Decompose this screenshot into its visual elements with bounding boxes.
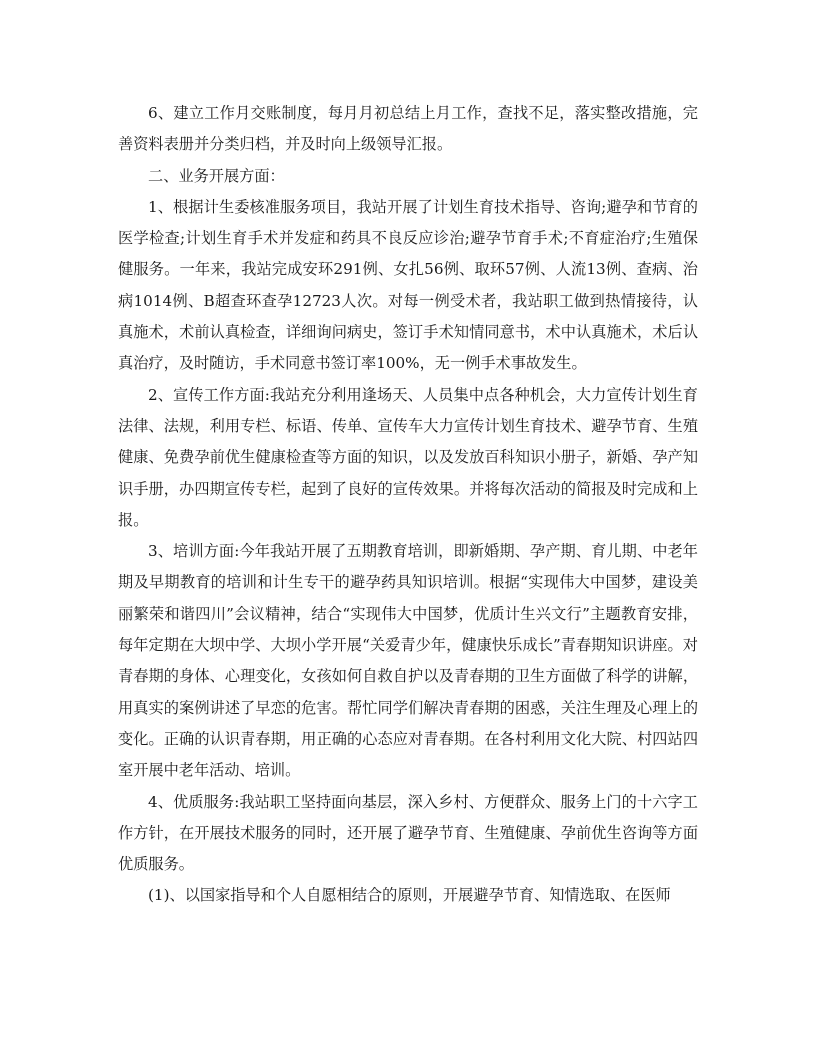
document-body xyxy=(118,98,698,912)
paragraph-publicity: 2、宣传工作方面:我站充分利用逢场天、人员集中点各种机会，大力宣传计划生育法律、法规，利用专栏、标语、传单、宣传车大力宣传计划生育技术、避孕节育、生殖健康、免费孕前优生健康检查等方面的知识，以及发放百科知识小册子，新婚、孕产知识手册，办四期宣传专栏，起到了良好的宣传效果。并将每次活动的简报及时完成和上报。 xyxy=(118,385,698,529)
paragraph-monthly-review: 6、建立工作月交账制度，每月月初总结上月工作，查找不足，落实整改措施，完善资料表册并分类归档，并及时向上级领导汇报。 xyxy=(118,104,698,154)
paragraph-training: 3、培训方面:今年我站开展了五期教育培训，即新婚期、孕产期、育儿期、中老年期及早期教育的培训和计生专干的避孕药具知识培训。根据“实现伟大中国梦，建设美丽繁荣和谐四川”会议精神，结合“实现伟大中国梦，优质计生兴文行”主题教育安排，每年定期在大坝中学、大坝小学开展“关爱青少年，健康快乐成长”青春期知识讲座。对青春期的身体、心理变化，女孩如何自救自护以及青春期的卫生方面做了科学的讲解，用真实的案例讲述了早恋的危害。帮忙同学们解决青春期的困惑，关注生理及心理上的变化。正确的认识青春期，用正确的心态应对青春期。在各村利用文化大院、村四站四室开展中老年活动、培训。 xyxy=(118,542,698,780)
paragraph-technical-services: 1、根据计生委核准服务项目，我站开展了计划生育技术指导、咨询;避孕和节育的医学检查;计划生育手术并发症和药具不良反应诊治;避孕节育手术;不育症治疗;生殖保健服务。一年来，我站完成安环291例、女扎56例、取环57例、人流13例、查病、治病1014例、B超查环查孕12723人次。对每一例受术者，我站职工做到热情接待，认真施术，术前认真检查，详细询问病史，签订手术知情同意书，术中认真施术，术后认真治疗，及时随访，手术同意书签订率100%，无一例手术事故发生。 xyxy=(118,197,698,373)
paragraph-quality-service: 4、优质服务:我站职工坚持面向基层，深入乡村、方便群众、服务上门的十六字工作方针，在开展技术服务的同时，还开展了避孕节育、生殖健康、孕前优生咨询等方面优质服务。 xyxy=(118,792,698,874)
paragraph-item-1: (1)、以国家指导和个人自愿相结合的原则，开展避孕节育、知情选取、在医师 xyxy=(148,886,671,905)
section-heading-business: 二、业务开展方面： xyxy=(148,166,285,185)
